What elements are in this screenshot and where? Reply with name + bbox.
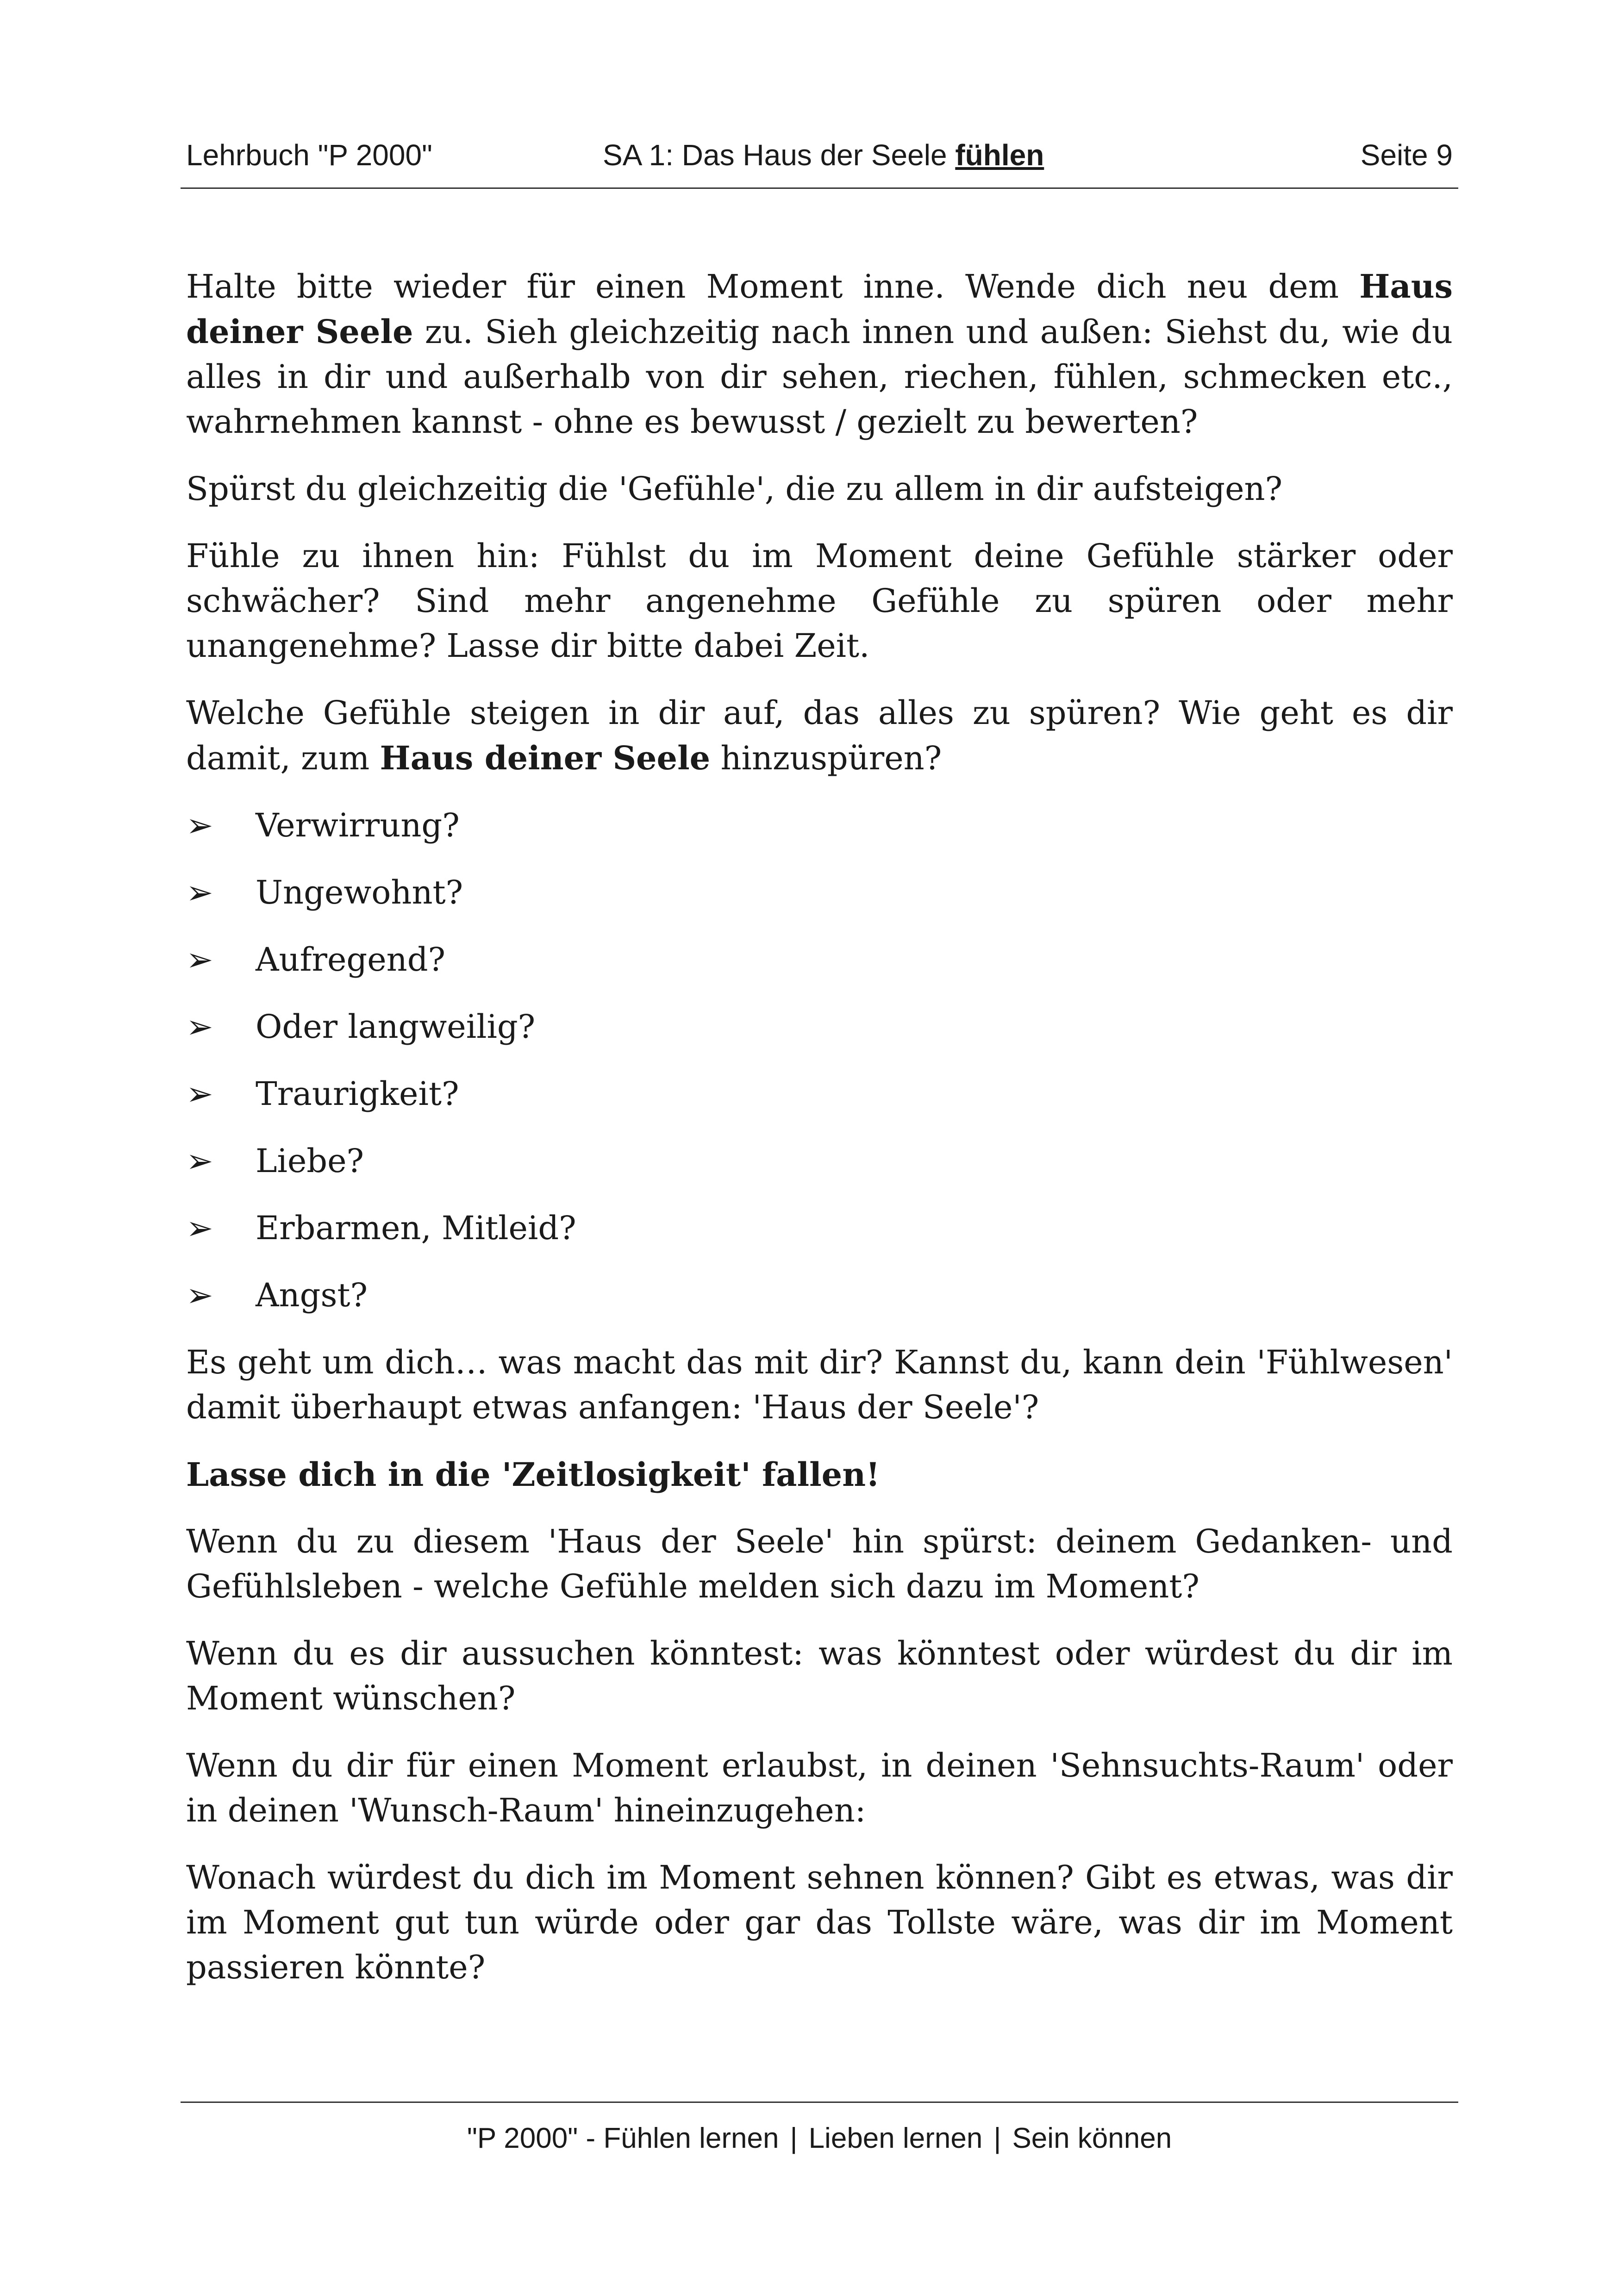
list-item [186, 1273, 1453, 1318]
footer-part-2: Lieben lernen [808, 2122, 983, 2154]
paragraph-2: Spürst du gleichzeitig die 'Gefühle', die zu allem in dir aufsteigen? [186, 470, 1283, 508]
paragraph-4-part-a: Welche Gefühle steigen in dir auf, das alles zu spüren? Wie geht es dir damit, zum [186, 694, 1453, 777]
document-page [181, 0, 1458, 2295]
footer-separator-2: | [993, 2122, 1001, 2154]
arrow-bullet-icon: ➢ [186, 873, 213, 911]
list-item-text: Aufregend? [256, 941, 446, 979]
list-item-text: Verwirrung? [256, 806, 460, 844]
arrow-bullet-icon: ➢ [186, 806, 213, 844]
page-body [186, 264, 1453, 2012]
paragraph-1-bold: Haus deiner Seele [186, 267, 1453, 351]
footer-part-3: Sein können [1012, 2122, 1172, 2154]
paragraph-8: Wenn du dir für einen Moment erlaubst, in deinen 'Sehnsuchts-Raum' oder in deinen 'Wunsch-Raum' hineinzugehen: [186, 1746, 1453, 1829]
paragraph-1 [186, 264, 1453, 444]
footer-divider [181, 2102, 1458, 2103]
arrow-bullet-icon: ➢ [186, 1209, 213, 1247]
list-item-text: Erbarmen, Mitleid? [256, 1209, 576, 1247]
header-chapter-prefix: SA 1: Das Haus der Seele [603, 138, 956, 172]
arrow-bullet-icon: ➢ [186, 941, 213, 979]
paragraph-3: Fühle zu ihnen hin: Fühlst du im Moment deine Gefühle stärker oder schwächer? Sind mehr angenehme Gefühle zu spüren oder mehr unangenehme? Lasse dir bitte dabei Zeit. [186, 537, 1453, 665]
feelings-list [186, 803, 1453, 1318]
section-heading: Lasse dich in die 'Zeitlosigkeit' fallen! [186, 1455, 880, 1494]
list-item-text: Traurigkeit? [256, 1075, 459, 1113]
paragraph-4 [186, 691, 1453, 781]
header-chapter-title [603, 134, 1044, 176]
header-divider [181, 187, 1458, 189]
paragraph-1-part-c: zu. Sieh gleichzeitig nach innen und außen: Siehst du, wie du alles in dir und außerhalb von dir sehen, riechen, fühlen, schmecken etc., wahrnehmen kannst - ohne es bewusst / gezielt zu bewerten? [186, 313, 1453, 441]
paragraph-5: Es geht um dich… was macht das mit dir? Kannst du, kann dein 'Fühlwesen' damit überhaupt etwas anfangen: 'Haus der Seele'? [186, 1343, 1453, 1426]
list-item [186, 1139, 1453, 1184]
paragraph-4-bold: Haus deiner Seele [380, 739, 711, 777]
page-header [186, 134, 1453, 176]
paragraph-6: Wenn du zu diesem 'Haus der Seele' hin spürst: deinem Gedanken- und Gefühlsleben - welche Gefühle melden sich dazu im Moment? [186, 1522, 1453, 1605]
list-item-text: Oder langweilig? [256, 1008, 536, 1046]
list-item [186, 1206, 1453, 1251]
paragraph-7: Wenn du es dir aussuchen könntest: was könntest oder würdest du dir im Moment wünschen? [186, 1634, 1453, 1717]
header-chapter-emphasis: fühlen [955, 138, 1044, 172]
page-footer [181, 2118, 1458, 2159]
list-item [186, 1004, 1453, 1049]
list-item-text: Ungewohnt? [256, 873, 463, 911]
header-page-number: Seite 9 [1360, 138, 1453, 172]
footer-part-1: "P 2000" - Fühlen lernen [467, 2122, 779, 2154]
arrow-bullet-icon: ➢ [186, 1075, 213, 1113]
list-item [186, 937, 1453, 982]
paragraph-4-part-c: hinzuspüren? [710, 739, 942, 777]
paragraph-1-part-a: Halte bitte wieder für einen Moment inne. Wende dich neu dem [186, 268, 1360, 306]
footer-separator-1: | [790, 2122, 798, 2154]
header-book-title: Lehrbuch "P 2000" [186, 138, 432, 172]
paragraph-9: Wonach würdest du dich im Moment sehnen können? Gibt es etwas, was dir im Moment gut tun würde oder gar das Tollste wäre, was dir im Moment passieren könnte? [186, 1858, 1453, 1986]
list-item-text: Angst? [256, 1276, 368, 1314]
list-item [186, 1072, 1453, 1116]
list-item [186, 803, 1453, 848]
list-item [186, 870, 1453, 915]
arrow-bullet-icon: ➢ [186, 1008, 213, 1046]
list-item-text: Liebe? [256, 1142, 364, 1180]
arrow-bullet-icon: ➢ [186, 1142, 213, 1180]
arrow-bullet-icon: ➢ [186, 1276, 213, 1314]
